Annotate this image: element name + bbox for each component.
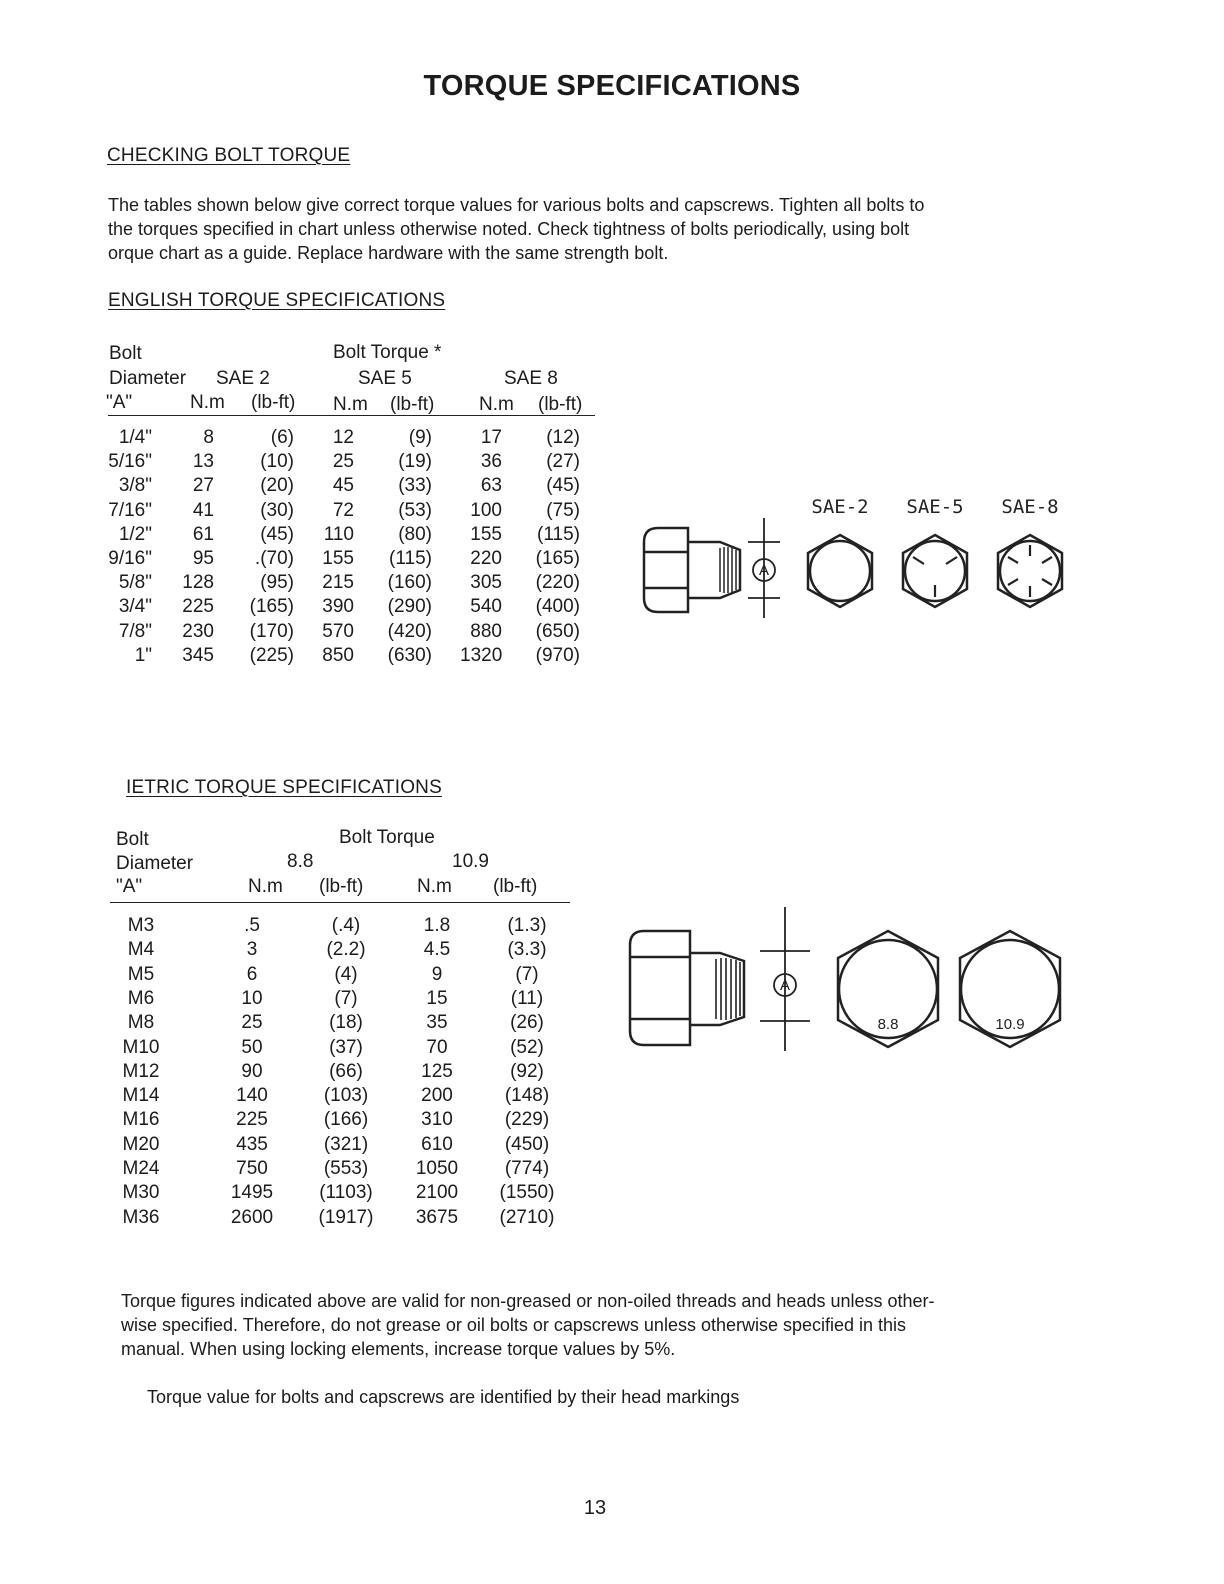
metric-cell: (37) — [329, 1036, 363, 1058]
metric-cell: (321) — [323, 1133, 369, 1155]
english-cell: 95 — [192, 548, 214, 569]
metric-cell: 10 — [241, 987, 263, 1009]
grade-10-9-label: 10.9 — [995, 1016, 1025, 1033]
metric-header-diameter: Diameter — [116, 853, 194, 874]
english-cell: 8 — [203, 427, 214, 448]
english-header-nm: N.m — [333, 394, 368, 415]
metric-header-lbft: (lb-ft) — [319, 876, 364, 897]
head-markings-note: Torque value for bolts and capscrews are identified by their head markings — [147, 1387, 740, 1407]
english-cell: (650) — [535, 620, 580, 642]
english-cell: 155 — [470, 523, 502, 545]
english-header-lbft: (lb-ft) — [538, 394, 583, 415]
english-cell: 880 — [470, 620, 502, 642]
english-cell: 1320 — [460, 644, 503, 666]
english-cell: 225 — [182, 596, 214, 618]
sae-bolt-figure — [630, 490, 1080, 630]
metric-cell: (1917) — [318, 1206, 374, 1228]
metric-header-8-8: 8.8 — [287, 851, 314, 872]
english-cell: 1/4" — [118, 427, 152, 448]
bolt-head-icon — [630, 931, 690, 1045]
english-cell: (165) — [535, 548, 580, 569]
metric-cell: 125 — [421, 1060, 453, 1082]
metric-cell: (92) — [510, 1060, 544, 1082]
english-header-rule — [108, 415, 595, 416]
metric-cell: 610 — [421, 1133, 453, 1155]
english-header-sae2: SAE 2 — [216, 368, 270, 389]
bolt-head-icon — [644, 528, 688, 612]
english-cell: 13 — [192, 451, 214, 473]
metric-cell: M30 — [122, 1182, 160, 1204]
metric-cell: (26) — [510, 1012, 544, 1034]
metric-cell: (229) — [504, 1109, 550, 1131]
metric-cell: (.4) — [331, 915, 361, 936]
metric-cell: 140 — [236, 1085, 268, 1107]
english-cell: 7/16" — [108, 499, 152, 521]
metric-cell: 310 — [421, 1109, 453, 1131]
english-cell: (45) — [260, 523, 294, 545]
metric-cell: (103) — [323, 1085, 369, 1107]
metric-cell: 3 — [246, 939, 258, 961]
metric-cell: M4 — [127, 939, 155, 961]
english-header-lbft: (lb-ft) — [390, 394, 435, 415]
english-cell: 570 — [322, 620, 354, 642]
dimension-label: A — [758, 562, 770, 579]
english-cell: (80) — [398, 523, 432, 545]
metric-cell: (2.2) — [326, 939, 366, 961]
metric-cell: (3.3) — [507, 939, 547, 961]
english-cell: (160) — [387, 572, 432, 594]
metric-header-nm: N.m — [248, 876, 283, 897]
metric-cell: 435 — [236, 1133, 268, 1155]
metric-header-nm: N.m — [417, 876, 452, 897]
metric-cell: 6 — [246, 963, 258, 985]
metric-header-bolt-torque: Bolt Torque — [339, 827, 435, 848]
metric-heading: IETRIC TORQUE SPECIFICATIONS — [126, 777, 442, 798]
metric-cell: 90 — [241, 1060, 263, 1082]
metric-cell: M3 — [127, 915, 155, 936]
footnote-line: manual. When using locking elements, increase torque values by 5%. — [121, 1339, 676, 1359]
english-cell: (27) — [546, 451, 580, 473]
metric-cell: M20 — [122, 1133, 160, 1155]
english-cell: (9) — [408, 427, 432, 448]
sae2-label: SAE-2 — [811, 496, 869, 518]
english-cell: (220) — [535, 572, 580, 594]
footnote-line: wise specified. Therefore, do not grease or oil bolts or capscrews unless otherwise specified in this — [121, 1315, 907, 1335]
english-cell: 110 — [323, 523, 354, 545]
metric-cell: (1103) — [319, 1182, 373, 1204]
english-header-lbft: (lb-ft) — [251, 392, 296, 413]
english-cell: (19) — [398, 451, 432, 473]
page-number: 13 — [583, 1497, 607, 1519]
metric-header-bolt: Bolt — [116, 829, 149, 850]
english-cell: (75) — [546, 499, 580, 521]
sae8-label: SAE-8 — [1001, 496, 1059, 518]
english-cell: (10) — [260, 451, 294, 473]
checking-paragraph — [108, 193, 924, 265]
page-title: TORQUE SPECIFICATIONS — [423, 70, 801, 102]
metric-cell: 9 — [431, 963, 443, 985]
metric-cell: (2710) — [499, 1206, 555, 1228]
metric-cell: (553) — [323, 1158, 369, 1179]
metric-cell: 4.5 — [423, 939, 451, 961]
english-cell: 230 — [182, 620, 214, 642]
english-header-nm: N.m — [190, 392, 225, 413]
metric-cell: 25 — [241, 1012, 263, 1034]
english-cell: 1" — [134, 644, 152, 666]
metric-header-a: "A" — [116, 876, 143, 897]
metric-cell: (18) — [329, 1012, 363, 1034]
metric-header-lbft: (lb-ft) — [493, 876, 538, 897]
metric-cell: (166) — [323, 1109, 369, 1131]
english-cell: 36 — [480, 451, 502, 473]
metric-cell: 200 — [421, 1085, 453, 1107]
metric-cell: 750 — [236, 1158, 268, 1179]
english-cell: (420) — [387, 620, 432, 642]
english-cell: (630) — [387, 644, 432, 666]
english-cell: (33) — [398, 475, 432, 497]
english-cell: (115) — [537, 523, 580, 545]
english-cell: 220 — [470, 548, 502, 569]
english-header-nm: N.m — [479, 394, 514, 415]
english-cell: (115) — [389, 548, 432, 569]
english-cell: 12 — [332, 427, 354, 448]
metric-cell: (450) — [504, 1133, 550, 1155]
metric-cell: 50 — [241, 1036, 263, 1058]
english-header-sae8: SAE 8 — [504, 368, 558, 389]
english-cell: 9/16" — [108, 548, 152, 569]
english-cell: 1/2" — [118, 523, 152, 545]
english-cell: (30) — [260, 499, 294, 521]
english-cell: (970) — [535, 644, 580, 666]
metric-cell: (52) — [510, 1036, 544, 1058]
metric-cell: M10 — [122, 1036, 160, 1058]
english-cell: (95) — [260, 572, 294, 594]
english-cell: 41 — [192, 499, 214, 521]
english-cell: 17 — [480, 427, 502, 448]
metric-cell: 2100 — [415, 1182, 459, 1204]
metric-cell: (7) — [334, 987, 358, 1009]
english-header-bolt-torque: Bolt Torque * — [333, 342, 442, 363]
metric-cell: 225 — [236, 1109, 268, 1131]
english-cell: 345 — [182, 644, 214, 666]
checking-line: orque chart as a guide. Replace hardware with the same strength bolt. — [108, 243, 669, 263]
metric-cell: M6 — [127, 987, 155, 1009]
english-cell: 27 — [192, 475, 214, 497]
english-cell: (400) — [535, 596, 580, 618]
grade-8-8-label: 8.8 — [877, 1016, 899, 1033]
metric-cell: M24 — [122, 1158, 160, 1179]
metric-cell: (7) — [515, 963, 539, 985]
metric-cell: M16 — [122, 1109, 160, 1131]
english-cell: 3/4" — [118, 596, 152, 618]
footnote-line: Torque figures indicated above are valid for non-greased or non-oiled threads and heads unless other- — [121, 1291, 935, 1311]
metric-cell: 15 — [426, 987, 448, 1009]
metric-cell: M14 — [122, 1085, 160, 1107]
sae5-label: SAE-5 — [906, 496, 964, 518]
english-cell: 45 — [332, 475, 354, 497]
english-cell: (165) — [249, 596, 294, 618]
metric-cell: 35 — [426, 1012, 448, 1034]
metric-cell: (1.3) — [507, 915, 547, 936]
english-cell: 25 — [332, 451, 354, 473]
metric-cell: M12 — [122, 1060, 160, 1082]
metric-cell: 1.8 — [423, 915, 451, 936]
english-cell: (290) — [387, 596, 432, 618]
metric-cell: M8 — [127, 1012, 155, 1034]
english-cell: 390 — [322, 596, 354, 618]
metric-cell: 1050 — [415, 1158, 459, 1179]
english-cell: 5/16" — [108, 451, 152, 473]
english-cell: (45) — [546, 475, 580, 497]
english-cell: (20) — [260, 475, 294, 497]
metric-cell: (148) — [504, 1085, 550, 1107]
metric-cell: 2600 — [230, 1206, 274, 1228]
english-header-a: "A" — [106, 392, 133, 413]
checking-line: the torques specified in chart unless otherwise noted. Check tightness of bolts periodically, using bolt — [108, 219, 910, 239]
english-cell: (53) — [398, 499, 432, 521]
english-header-diameter: Diameter — [109, 368, 187, 389]
english-cell: 3/8" — [118, 475, 152, 497]
dimension-label: A — [779, 977, 791, 994]
sae2-head-icon — [808, 535, 872, 607]
english-cell: 540 — [470, 596, 502, 618]
checking-line: The tables shown below give correct torque values for various bolts and capscrews. Tighten all bolts to — [108, 195, 925, 215]
english-cell: 215 — [322, 572, 354, 594]
metric-header-rule — [110, 902, 570, 903]
english-header-sae5: SAE 5 — [358, 368, 412, 389]
metric-cell: 3675 — [415, 1206, 459, 1228]
english-cell: 5/8" — [118, 572, 152, 594]
english-cell: (170) — [249, 620, 294, 642]
metric-cell: (1550) — [499, 1182, 555, 1204]
metric-cell: (11) — [510, 987, 544, 1009]
metric-cell: 70 — [426, 1036, 448, 1058]
english-cell: 850 — [322, 644, 354, 666]
english-cell: (12) — [546, 427, 580, 448]
english-heading: ENGLISH TORQUE SPECIFICATIONS — [108, 290, 446, 311]
metric-cell: M5 — [127, 963, 155, 985]
metric-cell: (66) — [329, 1060, 363, 1082]
metric-cell: .5 — [244, 915, 260, 936]
metric-cell: (4) — [334, 963, 358, 985]
english-header-bolt: Bolt — [109, 343, 142, 364]
english-cell: 100 — [470, 499, 502, 521]
english-cell: 61 — [192, 523, 214, 545]
english-cell: 72 — [332, 499, 354, 521]
english-cell: (225) — [249, 644, 294, 666]
metric-bolt-figure — [620, 905, 1075, 1055]
footnote-paragraph — [121, 1289, 935, 1361]
english-cell: .(70) — [254, 548, 294, 569]
metric-header-10-9: 10.9 — [452, 851, 489, 872]
english-cell: (6) — [270, 427, 294, 448]
english-cell: 155 — [322, 548, 354, 569]
checking-heading: CHECKING BOLT TORQUE — [107, 145, 351, 166]
english-cell: 7/8" — [118, 620, 152, 642]
metric-cell: 1495 — [230, 1182, 274, 1204]
metric-cell: M36 — [122, 1206, 160, 1228]
metric-cell: (774) — [504, 1158, 550, 1179]
english-cell: 63 — [480, 475, 502, 497]
english-cell: 128 — [182, 572, 214, 594]
english-cell: 305 — [470, 572, 502, 594]
